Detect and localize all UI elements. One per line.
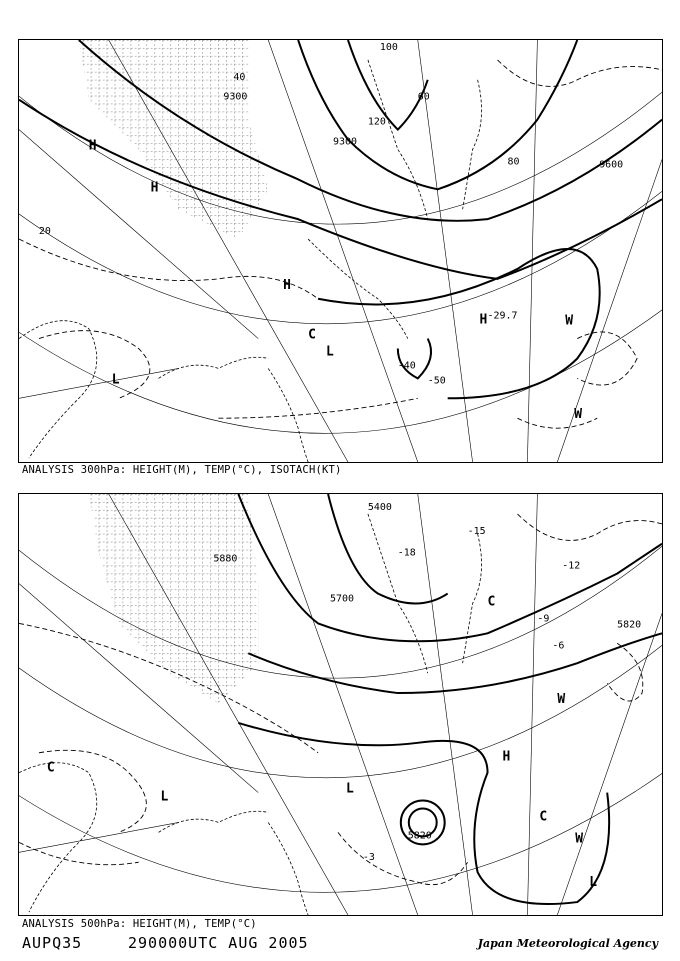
isotach-label: 80 (507, 156, 520, 168)
height-label: 5700 (330, 593, 355, 605)
analysis-map-300hpa (18, 39, 663, 463)
temp-label: -9 (537, 613, 550, 625)
cold-center: C (308, 327, 316, 343)
temp-label: -3 (362, 852, 375, 864)
low-center: L (160, 789, 169, 805)
isotach-label: 20 (38, 226, 51, 238)
analysis-map-500hpa (18, 493, 663, 916)
high-center: H (283, 277, 291, 293)
height-label: 5820 (617, 619, 642, 631)
height-label: 5880 (213, 553, 238, 565)
map-500hpa-canvas (19, 494, 662, 915)
warm-center: W (565, 313, 574, 329)
map-300hpa-canvas (19, 40, 662, 462)
cold-center: C (46, 760, 55, 776)
temp-label: -15 (467, 525, 486, 537)
valid-time: 290000UTC AUG 2005 (128, 934, 309, 952)
warm-center: W (575, 831, 584, 847)
cold-center: C (487, 594, 496, 610)
temp-label: -40 (397, 360, 416, 372)
isotach-label: 40 (233, 71, 246, 83)
caption-500hpa: ANALYSIS 500hPa: HEIGHT(M), TEMP(°C) (22, 918, 257, 930)
cold-center: C (539, 809, 548, 825)
high-center: H (88, 138, 97, 154)
caption-300hpa: ANALYSIS 300hPa: HEIGHT(M), TEMP(°C), ISOTACH(KT) (22, 464, 342, 476)
temp-label: -50 (427, 375, 446, 387)
temp-label: -18 (397, 547, 416, 559)
high-center: H (502, 749, 511, 765)
temp-label: -29.7 (487, 310, 518, 322)
warm-center: W (557, 692, 566, 708)
height-label: 5820 (407, 830, 432, 842)
temp-label: -6 (552, 640, 565, 652)
terrain-hatch (89, 494, 258, 703)
isotach-label: 120 (367, 116, 386, 128)
low-center: L (326, 344, 334, 360)
chart-id: AUPQ35 (22, 934, 83, 952)
temp-label: -12 (562, 560, 581, 572)
terrain-hatch (79, 40, 268, 239)
high-center: H (150, 180, 159, 196)
height-label: 9300 (223, 91, 248, 103)
low-center: L (589, 875, 598, 891)
height-contours (238, 494, 662, 904)
height-label: 9600 (599, 159, 624, 171)
isotach-label: 100 (379, 41, 398, 53)
high-center: H (479, 312, 488, 328)
low-center: L (345, 781, 354, 797)
warm-center: W (574, 407, 583, 423)
height-label: 5400 (367, 501, 392, 513)
height-label: 9300 (333, 136, 358, 148)
agency-name: Japan Meteorological Agency (477, 937, 658, 950)
low-center: L (111, 372, 120, 388)
isotach-label: 60 (417, 91, 430, 103)
